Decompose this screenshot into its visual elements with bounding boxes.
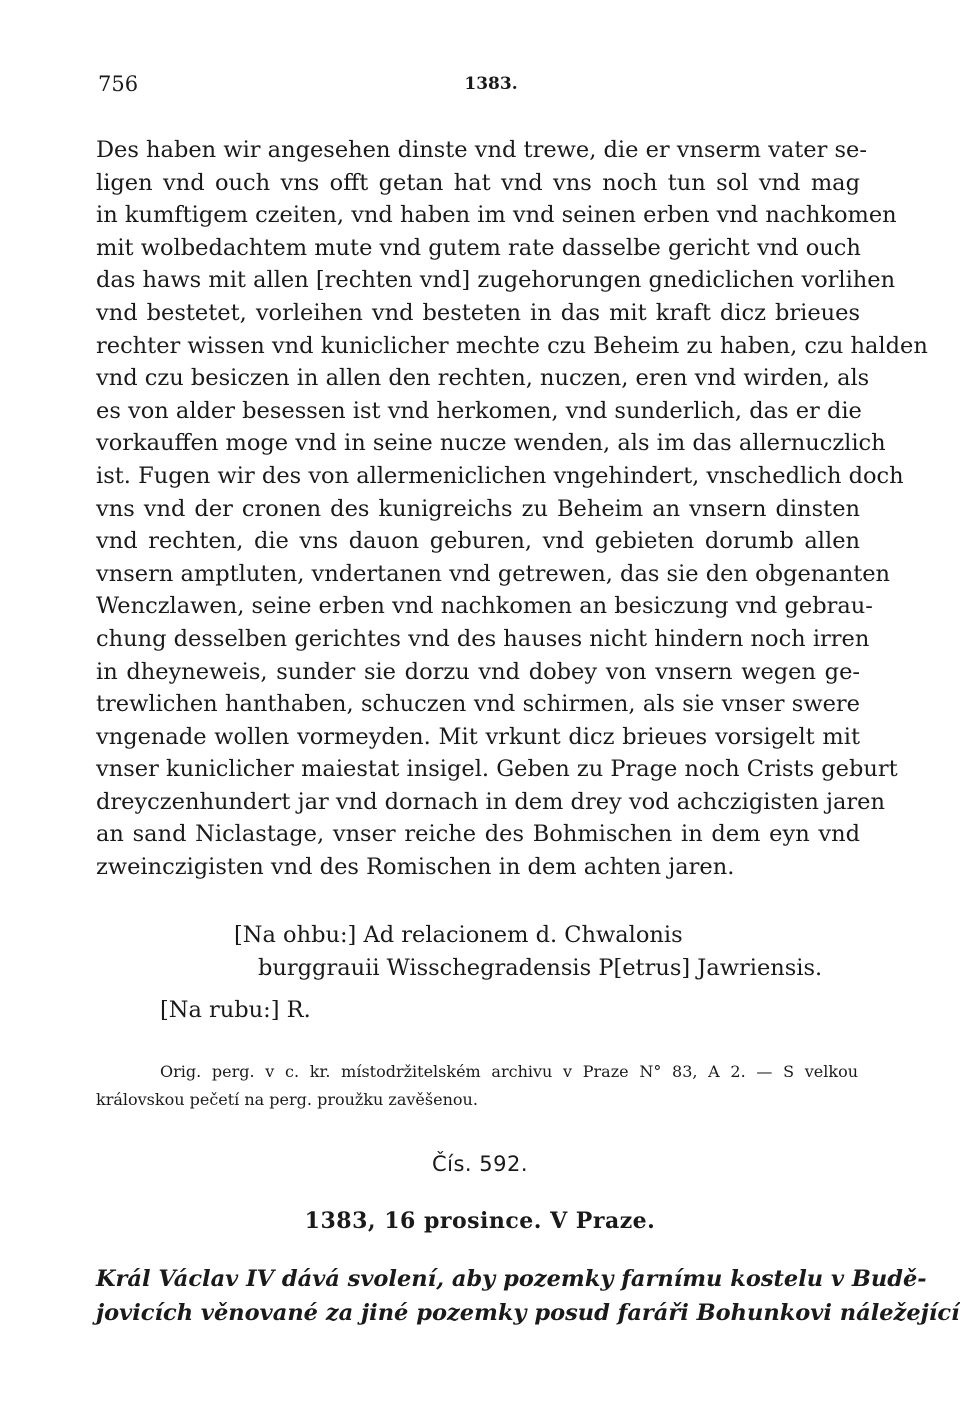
text-line: mit wolbedachtem mute vnd gutem rate dasselbe gericht vnd ouch bbox=[96, 234, 861, 261]
note-line: královskou pečetí na perg. proužku zavěšenou. bbox=[96, 1090, 478, 1109]
text-line: vnd bestetet, vorleihen vnd besteten in das mit kraft dicz brieues bbox=[96, 299, 860, 326]
text-line: in kumftigem czeiten, vnd haben im vnd seinen erben vnd nachkomen bbox=[96, 202, 897, 229]
text-line: zweinczigisten vnd des Romischen in dem achten jaren. bbox=[96, 854, 735, 881]
running-year: 1383. bbox=[464, 74, 518, 94]
attestation-verso: [Na rubu:] R. bbox=[160, 997, 311, 1023]
document-date-place: 1383, 16 prosince. V Praze. bbox=[304, 1208, 656, 1234]
text-line: vnsern amptluten, vndertanen vnd getrewen, das sie den obgenanten bbox=[96, 560, 891, 587]
regest-line: Král Václav IV dává svolení, aby pozemky farnímu kostelu v Budě- bbox=[96, 1266, 927, 1292]
text-line: vnser kuniclicher maiestat insigel. Geben zu Prage noch Crists geburt bbox=[96, 756, 898, 783]
text-line: an sand Niclastage, vnser reiche des Bohmischen in dem eyn vnd bbox=[96, 821, 860, 848]
text-line: ist. Fugen wir des von allermeniclichen vngehindert, vnschedlich doch bbox=[96, 462, 904, 489]
text-line: vorkauffen moge vnd in seine nucze wenden, als im das allernuczlich bbox=[96, 430, 886, 457]
regest bbox=[96, 1262, 960, 1330]
charter-text bbox=[96, 134, 928, 884]
text-line: in dheyneweis, sunder sie dorzu vnd dobey von vnsern wegen ge- bbox=[96, 658, 860, 685]
note-line: Orig. perg. v c. kr. místodržitelském archivu v Praze N° 83, A 2. — S velkou bbox=[160, 1062, 858, 1081]
regest-line: jovicích věnované za jiné pozemky posud faráři Bohunkovi náležející bbox=[96, 1300, 960, 1326]
document-number: Čís. 592. bbox=[431, 1152, 529, 1176]
text-line: dreyczenhundert jar vnd dornach in dem drey vod achczigisten jaren bbox=[96, 788, 885, 815]
page-header bbox=[98, 72, 858, 104]
text-line: vnd rechten, die vns dauon geburen, vnd gebieten dorumb allen bbox=[96, 528, 860, 555]
text-line: vngenade wollen vormeyden. Mit vrkunt dicz brieues vorsigelt mit bbox=[96, 723, 860, 750]
text-line: das haws mit allen [rechten vnd] zugehorungen gnediclichen vorlihen bbox=[96, 267, 896, 294]
text-line: Des haben wir angesehen dinste vnd trewe, die er vnserm vater se- bbox=[96, 137, 867, 163]
text-line: trewlichen hanthaben, schuczen vnd schirmen, als sie vnser swere bbox=[96, 691, 860, 718]
text-line: chung desselben gerichtes vnd des hauses nicht hindern noch irren bbox=[96, 625, 870, 652]
text-line: vns vnd der cronen des kunigreichs zu Beheim an vnsern dinsten bbox=[96, 495, 860, 522]
attestation-fold: [Na ohbu:] Ad relacionem d. Chwalonis bbox=[234, 922, 683, 948]
text-line: ligen vnd ouch vns offt getan hat vnd vns noch tun sol vnd mag bbox=[96, 169, 860, 196]
text-line: rechter wissen vnd kuniclicher mechte czu Beheim zu haben, czu halden bbox=[96, 332, 928, 359]
attestation-fold-cont: burggrauii Wisschegradensis P[etrus] Jawriensis. bbox=[258, 955, 823, 981]
page-number: 756 bbox=[98, 72, 139, 96]
text-line: Wenczlawen, seine erben vnd nachkomen an besiczung vnd gebrau- bbox=[96, 593, 873, 620]
archival-note bbox=[96, 1058, 858, 1114]
text-line: vnd czu besiczen in allen den rechten, nuczen, eren vnd wirden, als bbox=[96, 365, 870, 392]
text-line: es von alder besessen ist vnd herkomen, vnd sunderlich, das er die bbox=[96, 397, 862, 424]
